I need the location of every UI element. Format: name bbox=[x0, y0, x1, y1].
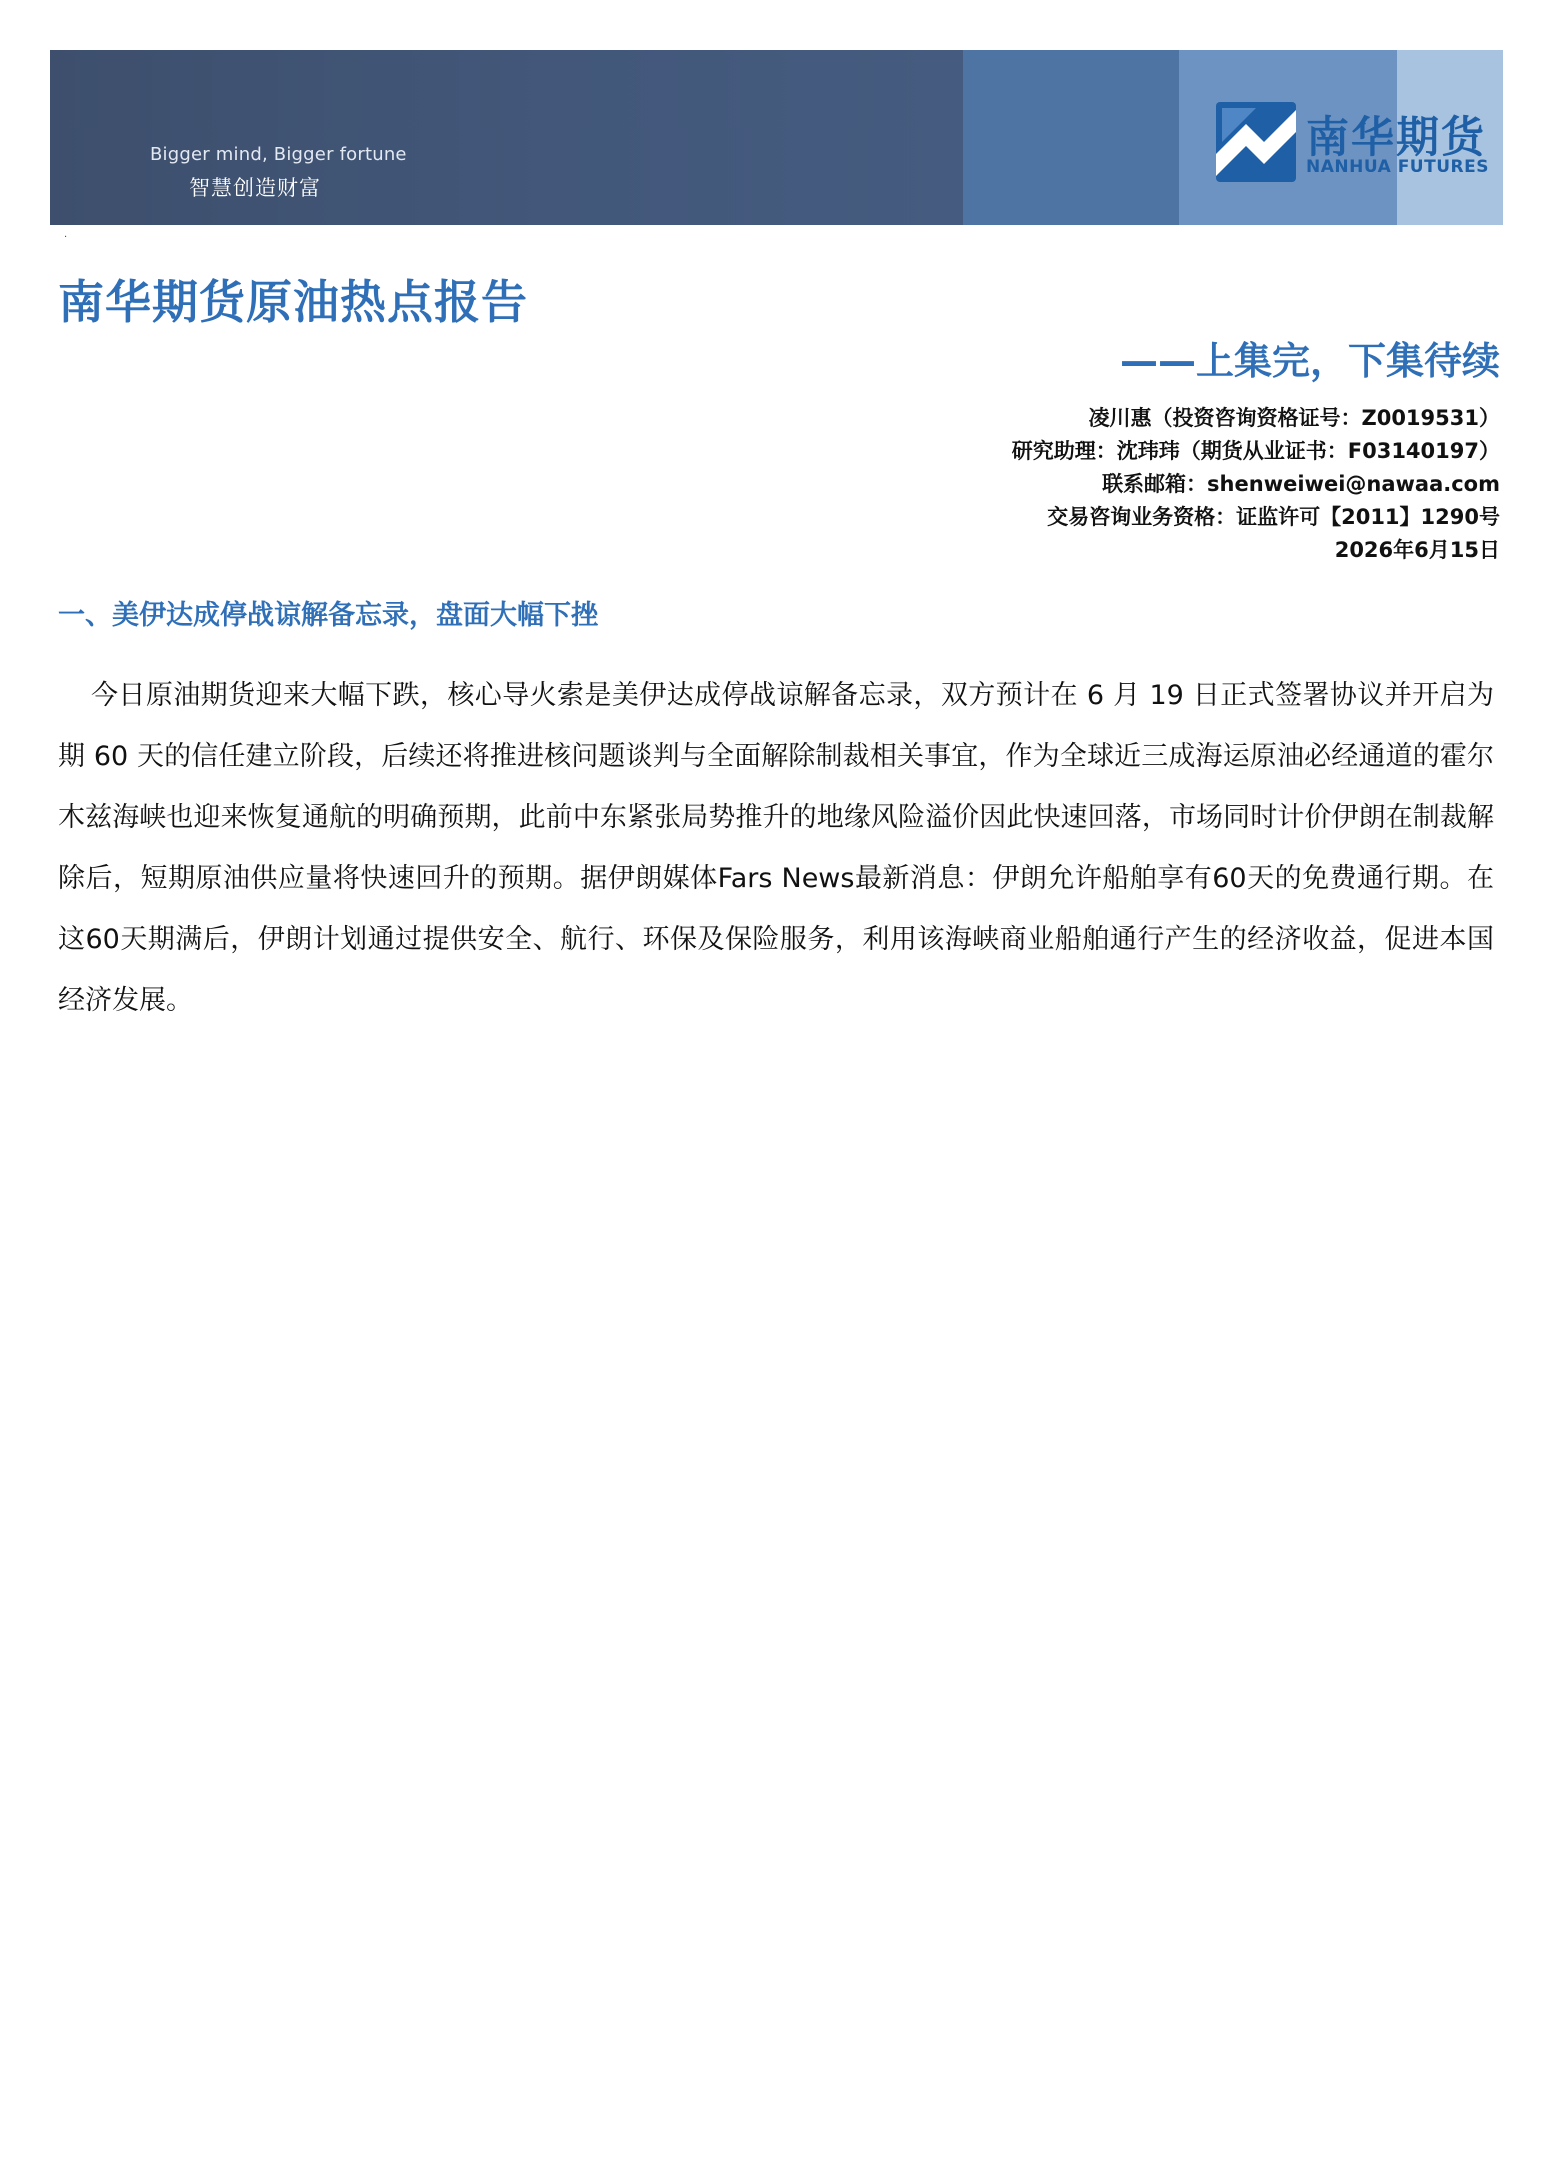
assistant-line: 研究助理：沈玮玮（期货从业证书：F03140197） bbox=[1011, 439, 1500, 463]
company-logo bbox=[1216, 102, 1503, 182]
section-1-paragraph: 今日原油期货迎来大幅下跌，核心导火索是美伊达成停战谅解备忘录，双方预计在 6 月 19 日正式签署协议并开启为期 60 天的信任建立阶段，后续还将推进核问题谈判与全面解除制裁相关事宜，作为全球近三成海运原油必经通道的霍尔木兹海峡也迎来恢复通航的明确预期，此前中东紧张局势推升的地缘风险溢价因此快速回落，市场同时计价伊朗在制裁解除后，短期原油供应量将快速回升的预期。据伊朗媒体Fars News最新消息：伊朗允许船舶享有60天的免费通行期。在这60天期满后，伊朗计划通过提供安全、航行、环保及保险服务，利用该海峡商业船舶通行产生的经济收益，促进本国经济发展。 bbox=[58, 680, 1494, 1016]
email-line[interactable]: 联系邮箱：shenweiwei@nawaa.com bbox=[1102, 472, 1500, 496]
banner-band-dark bbox=[50, 50, 963, 225]
banner-band-mid bbox=[963, 50, 1179, 225]
section-1-heading: 一、美伊达成停战谅解备忘录，盘面大幅下挫 bbox=[58, 600, 598, 631]
logo-name-en: NANHUA FUTURES bbox=[1306, 157, 1489, 177]
slogan-english: Bigger mind, Bigger fortune bbox=[150, 144, 407, 165]
slogan-chinese: 智慧创造财富 bbox=[189, 176, 321, 200]
analyst-line: 凌川惠（投资咨询资格证号：Z0019531） bbox=[1088, 406, 1500, 430]
report-title: 南华期货原油热点报告 bbox=[58, 275, 528, 329]
small-dot-mark: · bbox=[64, 232, 68, 243]
author-info-block bbox=[1012, 402, 1500, 567]
report-subtitle: ——上集完，下集待续 bbox=[1119, 339, 1500, 383]
report-date: 2026年6月15日 bbox=[1334, 538, 1500, 562]
license-line: 交易咨询业务资格：证监许可【2011】1290号 bbox=[1047, 505, 1500, 529]
nanhua-logo-icon bbox=[1216, 102, 1296, 182]
logo-name-cn: 南华期货 bbox=[1306, 113, 1486, 163]
header-banner bbox=[50, 50, 1503, 225]
